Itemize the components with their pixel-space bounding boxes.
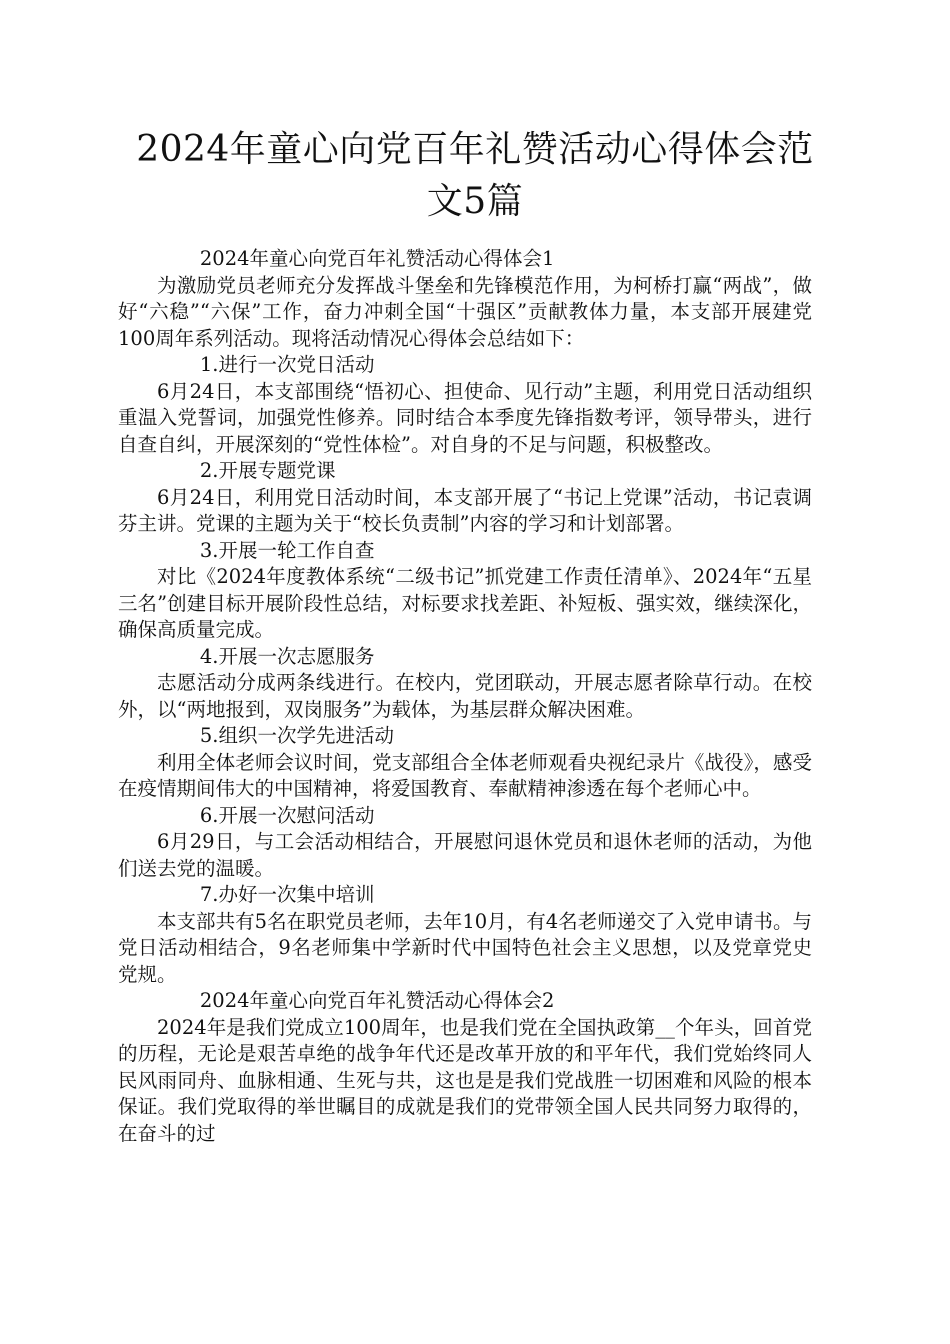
document-title: 2024年童心向党百年礼赞活动心得体会范文5篇 [136,129,814,222]
section-heading: 2024年童心向党百年礼赞活动心得体会2 [199,989,555,1012]
item-heading: 4.开展一次志愿服务 [199,644,375,668]
item-heading: 3.开展一轮工作自查 [199,538,375,562]
document-body [118,246,812,1147]
item-heading: 6.开展一次慰问活动 [199,803,375,827]
paragraph: 2024年是我们党成立100周年，也是我们党在全国执政第__个年头，回首党的历程，无论是艰苦卓绝的战争年代还是改革开放的和平年代，我们党始终同人民风雨同舟、血脉相通、生死与共，这也是是我们党战胜一切困难和风险的根本保证。我们党取得的举世瞩目的成就是我们的党带领全国人民共同努力取得的，在奋斗的过 [118,1015,812,1145]
item-heading: 7.办好一次集中培训 [199,883,375,906]
item-heading: 5.组织一次学先进活动 [199,724,394,747]
paragraph: 6月24日，利用党日活动时间，本支部开展了“书记上党课”活动，书记袁调芬主讲。党课的主题为关于“校长负责制”内容的学习和计划部署。 [118,485,812,535]
paragraph: 6月24日，本支部围绕“悟初心、担使命、见行动”主题，利用党日活动组织重温入党誓词，加强党性修养。同时结合本季度先锋指数考评，领导带头，进行自查自纠，开展深刻的“党性体检”。对自身的不足与问题，积极整改。 [118,379,812,456]
item-heading: 2.开展专题党课 [199,459,336,482]
paragraph: 志愿活动分成两条线进行。在校内，党团联动，开展志愿者除草行动。在校外，以“两地报到，双岗服务”为载体，为基层群众解决困难。 [118,671,812,721]
paragraph: 6月29日，与工会活动相结合，开展慰问退休党员和退休老师的活动，为他们送去党的温暖。 [118,830,812,880]
paragraph: 为激励党员老师充分发挥战斗堡垒和先锋模范作用，为柯桥打赢“两战”，做好“六稳”“六保”工作，奋力冲刺全国“十强区”贡献教体力量，本支部开展建党100周年系列活动。现将活动情况心得体会总结如下： [118,273,812,350]
paragraph: 本支部共有5名在职党员老师，去年10月，有4名老师递交了入党申请书。与党日活动相结合，9名老师集中学新时代中国特色社会主义思想，以及党章党史党规。 [118,909,812,986]
section-heading: 2024年童心向党百年礼赞活动心得体会1 [199,247,555,270]
item-heading: 1.进行一次党日活动 [199,353,375,376]
paragraph: 对比《2024年度教体系统“二级书记”抓党建工作责任清单》、2024年“五星三名”创建目标开展阶段性总结，对标要求找差距、补短板、强实效，继续深化，确保高质量完成。 [118,565,812,641]
paragraph: 利用全体老师会议时间，党支部组合全体老师观看央视纪录片《战役》，感受在疫情期间伟大的中国精神，将爱国教育、奉献精神渗透在每个老师心中。 [118,750,812,800]
